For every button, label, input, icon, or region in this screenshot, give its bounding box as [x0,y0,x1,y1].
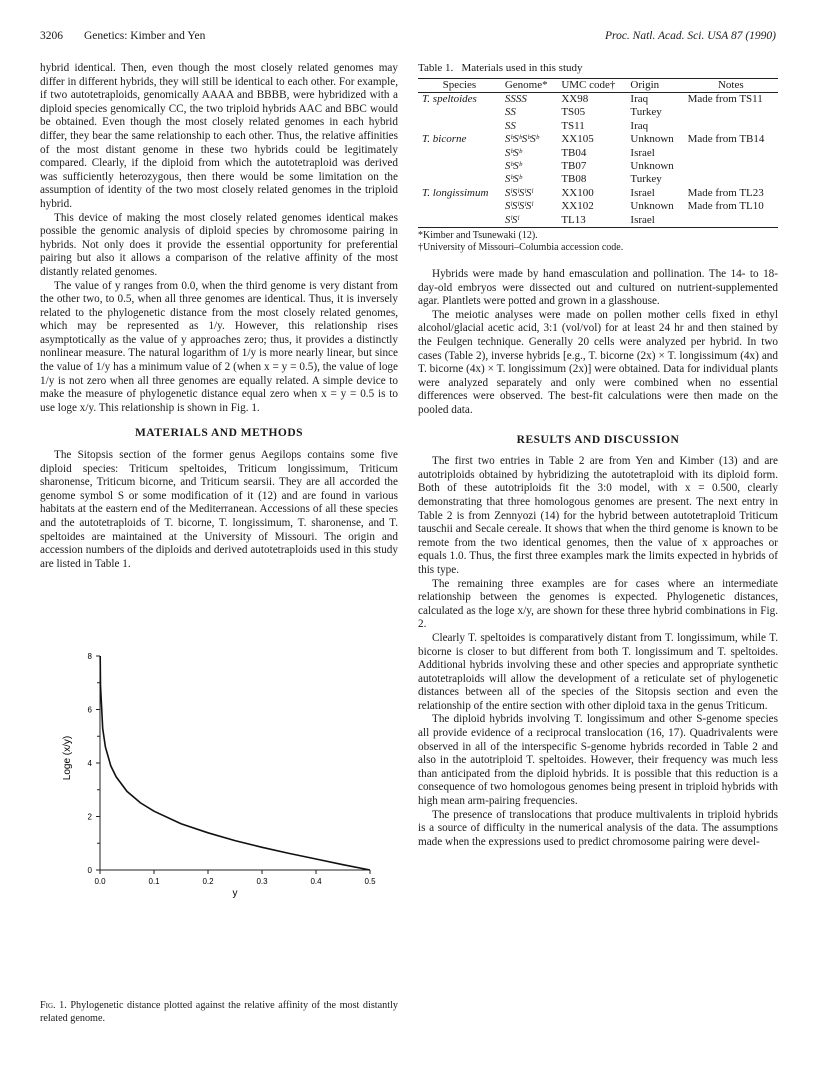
paragraph: The meiotic analyses were made on pollen mother cells fixed in ethyl alcohol/glacial acetic acid, 3:1 (vol/vol) for at least 24 hr and then stained by the Feulgen technique. Generally 20 cells were analyzed per hybrid. In two cases (Table 2), inverse hybrids [e.g., T. bicorne (2x) × T. longissimum (4x) and T. bicorne (4x) × T. longissimum (2x)] were obtained. Data for individual plants were analyzed separately and only were combined when no essential differences were observed. The best-fit calculations were then made on the pooled data. [418,308,778,416]
y-tick-label: 4 [87,759,92,768]
table-cell [684,120,778,133]
table-cell: T. longissimum [422,186,489,199]
page-number: 3206 [40,30,63,42]
paragraph: The first two entries in Table 2 are from Yen and Kimber (13) and are autotriploids obtained by hybridizing the autotetraploid with its diploid form. Both of these autotriploids fit the 3:0 model, with x = 0.500, clearly demonstrating that three homologous genomes are present. The next entry in Table 2 is from Zennyozi (14) for the hybrid between autotetraploid Triticum tauschii and Secale cereale. It shows that when the third genome is known to be remote from the two identical genomes, then the value of x approaches or equals 1.0. Thus, the first three examples mark the limits expected in hybrids of this type. [418,455,778,576]
table-cell [684,160,778,173]
table-cell: SᵇSᵇSᵇSᵇ [504,133,539,146]
table-cell: XX102 [561,200,594,213]
table-cell: Made from TL10 [687,200,764,213]
section-heading: RESULTS AND DISCUSSION [516,433,680,446]
table-title: Table 1. Materials used in this study [418,62,583,74]
column-header: UMC code† [561,78,616,91]
table-cell [418,200,501,213]
table-cell [418,214,501,228]
column-header: Origin [630,78,660,91]
table-cell: Turkey [630,106,662,119]
table-cell: Made from TS11 [687,93,763,105]
table-cell: TS05 [561,106,586,119]
table-cell [684,106,778,119]
table-cell [684,173,778,186]
x-tick-label: 0.0 [94,877,106,886]
table-cell: TB07 [561,160,587,173]
table-cell: XX100 [561,186,594,199]
table-cell: TB08 [561,173,587,186]
table-cell: Iraq [630,119,649,132]
table-cell: Turkey [630,173,662,186]
table-row [418,160,778,173]
column-header: Notes [717,78,744,91]
table-cell: XX98 [561,93,589,105]
table-cell: SS [504,119,516,132]
paragraph: Hybrids were made by hand emasculation and pollination. The 14- to 18-day-old embryos were dissected out and cultured on nutrient-supplemented agar. Plantlets were potted and grown in a glasshouse. [418,268,778,308]
table-cell: SᵇSᵇ [504,173,522,186]
paragraph: The value of y ranges from 0.0, when the third genome is very distant from the other two, to 0.5, when all three genomes are identical. Thus, it is inversely related to the phylogenetic distance from the most closely related genomes, which may be represented as 1/y. However, this relationship rises asymptotically as the value of y approaches zero; thus, it provides a distinctly nonlinear measure. The natural logarithm of 1/y is more nearly linear, but since the value of 1/y has a minimum value of 2 (when x = y = 0.5), the value of loge 1/y is not zero when all three genomes are equally related. A simple device to make the measure of phylogenetic distance equal zero when x = y = 0.5 is to use loge x/y. This relationship is shown in Fig. 1. [40,279,398,414]
table-cell: SᵇSᵇ [504,160,522,173]
data-curve [100,656,370,870]
table-cell [418,173,501,186]
y-tick-label: 6 [87,705,92,715]
x-axis-label: y [232,888,238,898]
table-cell: TS11 [561,119,585,132]
table-cell: SˡSˡ [504,213,519,226]
table-row [418,120,778,133]
table-cell: Made from TL23 [687,186,764,199]
journal-citation: Proc. Natl. Acad. Sci. USA 87 (1990) [605,30,776,42]
table-row [418,133,778,146]
x-tick-label: 0.1 [148,877,160,886]
table-cell: SS [504,106,516,119]
caption-text: Phylogenetic distance plotted against the relative affinity of the most distantly related genome. [40,1000,399,1024]
y-tick-label: 2 [87,812,92,822]
table-cell [418,147,501,160]
running-head: Genetics: Kimber and Yen [84,30,206,42]
table-cell [418,120,501,133]
table-cell [684,147,778,160]
table-row [418,147,778,160]
section-heading: MATERIALS AND METHODS [134,427,304,440]
column-header: Species [442,78,477,91]
table-cell: SˡSˡSˡSˡ [504,200,533,213]
materials-table [418,78,778,228]
paragraph: hybrid identical. Then, even though the most closely related genomes may differ in different hybrids, they will still be identical to each other. For example, if two autotetraploids, genomically AAAA and BBBB, were hybridized with a diploid species genomically CC, the two triploid hybrids AAC and BBC would be obtained. Even though the most closely related genomes in each hybrid differ, they bear the same relationship to each other. Thus, the relative affinities of the most distant genome in these two hybrids could be legitimately compared. Clearly, if the diploid from which the autotetraploid was derived was sufficiently heterozygous, then there would be some limitation on the assumption of identity of the two most closely related genomes in the triploid hybrid. [40,62,398,210]
caption-label: Fig. 1. [40,1000,67,1011]
paragraph: The remaining three examples are for cases where an intermediate relationship between the genomes is expected. Phylogenetic distances, calculated as the loge x/y, are shown for these three hybrid combinations in Fig. 2. [418,577,778,631]
table-cell: XX105 [561,133,594,146]
y-tick-label: 8 [87,652,92,661]
table-cell: Unknown [630,200,674,213]
table-cell: T. speltoides [422,93,477,105]
table-row [418,173,778,186]
paragraph: The Sitopsis section of the former genus Aegilops contains some five diploid species: Triticum speltoides, Triticum longissimum, Triticum sharonense, Triticum bicorne, and Triticum searsii. They are all accorded the genome symbol S or some modification of it (12) and are found in various habitats at the eastern end of the Mediterranean. Accessions of all these species and the autotetraploids of T. bicorne, T. longissimum, T. sharonense, and T. speltoides are maintained at the University of Missouri. The origin and accession numbers of the diploids and derived autotetraploids used in this study are listed in Table 1. [40,449,398,570]
y-tick-label: 0 [87,866,92,875]
table-cell: SˡSˡSˡSˡ [504,186,533,199]
x-tick-label: 0.5 [364,877,376,886]
table-cell: Made from TB14 [687,133,765,146]
y-axis-label: Loge (x/y) [62,735,73,781]
table-cell: Unknown [630,133,674,146]
table-cell: TL13 [561,213,586,226]
table-cell: SᵇSᵇ [504,146,522,159]
figure-caption [40,1000,398,1025]
table-cell: Israel [630,146,655,159]
table-cell [418,160,501,173]
left-column [40,62,398,571]
paragraph: This device of making the most closely related genomes identical makes possible the genomic analysis of diploid species by chromosome pairing in hybrids. Not only does it provide the essential opportunity for preferential pairing but also it allows a comparison of the relative affinity of the most distantly related genomes. [40,211,398,278]
paragraph: The diploid hybrids involving T. longissimum and other S-genome species all provide evidence of a reciprocal translocation (16, 17). Quadrivalents were observed in all of the interspecific S-genome hybrids recorded in Table 2 and also in the autotriploid T. speltoides. However, their frequency was much less than anticipated from the diploid hybrids. It is possible that this reduction is a consequence of two homologous genomes being present in triploid hybrids with high mean arm-pairing frequencies. [418,713,778,808]
figure-1-chart [40,648,400,898]
table-cell: Unknown [630,160,674,173]
table-cell [684,214,778,228]
table-footnote: †University of Missouri–Columbia accession code. [418,242,624,254]
table-cell: T. bicorne [422,133,467,146]
table-cell [418,106,501,119]
paragraph: Clearly T. speltoides is comparatively distant from T. longissimum, while T. bicorne is closer to but different from both T. longissimum and T. speltoides. Additional hybrids involving these and other species and appropriate synthetic autotetraploids will allow the development of a reticulate set of phylogenetic distances between all of the species of the Sitopsis section and even the relationship of the entire section with other diploid taxa in the genus Triticum. [418,631,778,712]
table-cell: SSSS [504,93,527,105]
x-tick-label: 0.2 [202,877,214,886]
table-cell: TB04 [561,146,587,159]
column-header: Genome* [504,78,548,91]
table-cell: Israel [630,213,655,226]
table-cell: Israel [630,186,655,199]
table-row [418,214,778,228]
paragraph: The presence of translocations that produce multivalents in triploid hybrids is a source of difficulty in the numerical analysis of the data. The assumptions made when the expressions used to predict chromosome pairing were devel- [418,808,778,848]
right-column [418,62,778,849]
table-row [418,200,778,213]
table-footnote: *Kimber and Tsunewaki (12). [418,230,538,242]
x-tick-label: 0.4 [310,877,322,886]
table-row [418,93,778,107]
table-row [418,106,778,119]
table-cell: Iraq [630,93,649,105]
table-row [418,187,778,200]
x-tick-label: 0.3 [256,877,268,886]
